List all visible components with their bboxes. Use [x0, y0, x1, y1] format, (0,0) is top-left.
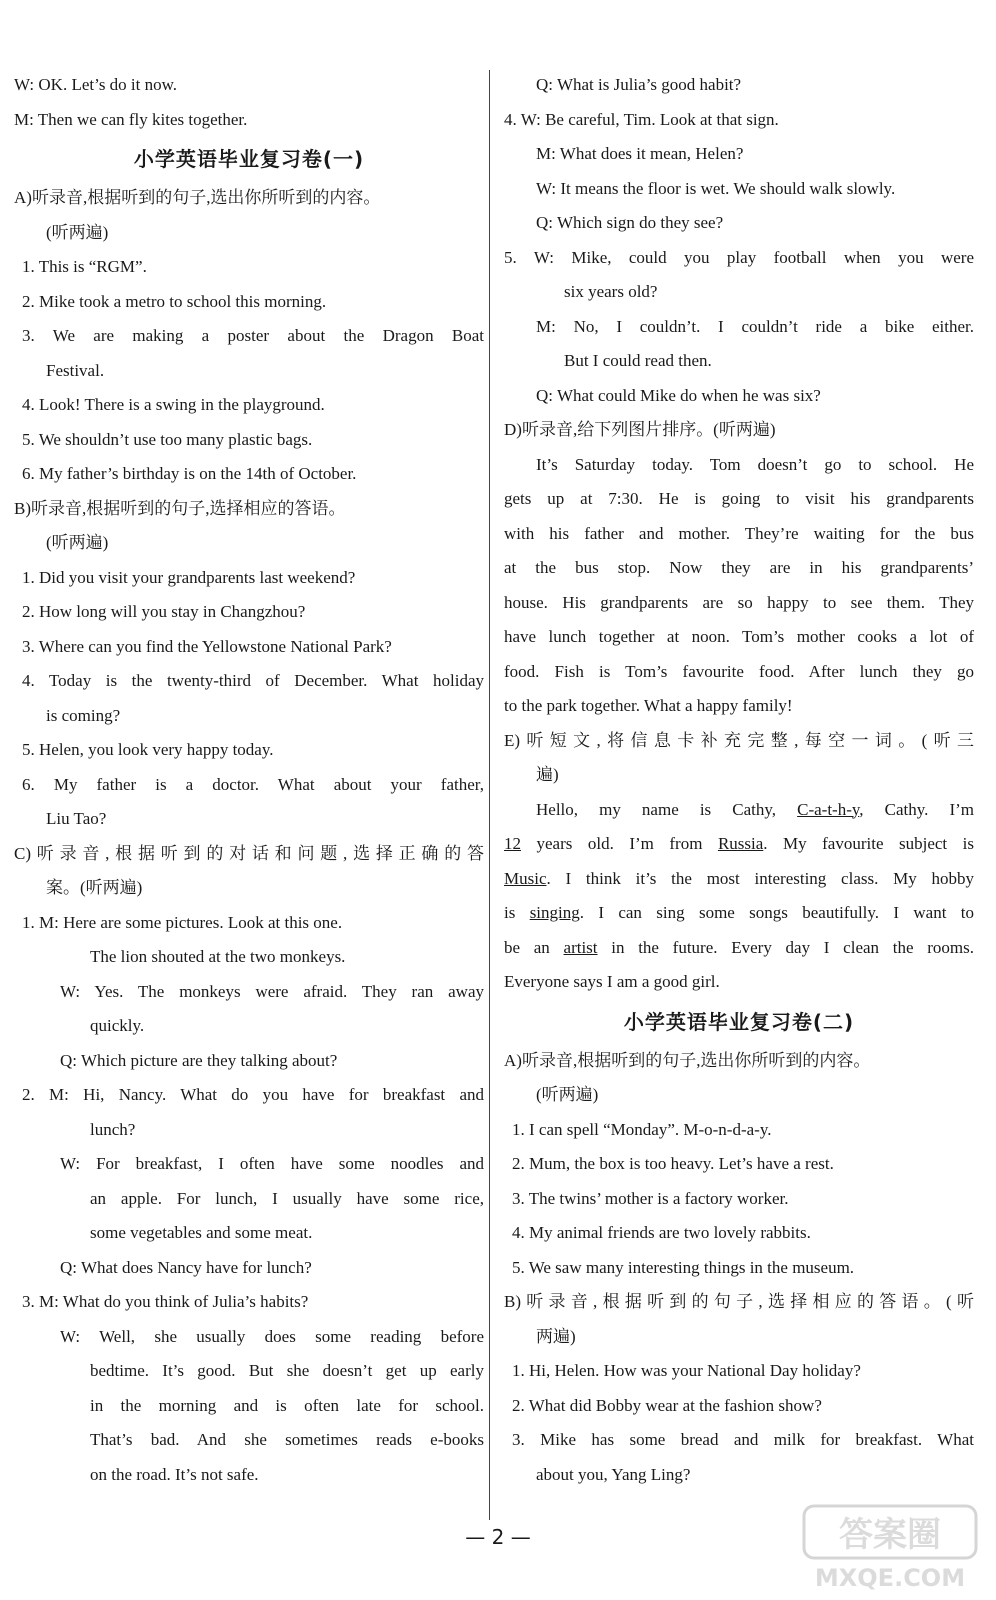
- text-line: is coming?: [46, 705, 121, 725]
- svg-text:答案圈: 答案圈: [839, 1515, 941, 1555]
- text-line: 4. My animal friends are two lovely rabbits.: [512, 1223, 811, 1242]
- text-line: 2. Mum, the box is too heavy. Let’s have a rest.: [512, 1154, 834, 1173]
- text-line: 1. Hi, Helen. How was your National Day holiday?: [512, 1361, 861, 1380]
- section-heading: A)听录音,根据听到的句子,选出你所听到的内容。: [14, 188, 381, 207]
- text-line: 1. M: Here are some pictures. Look at this one.: [22, 912, 343, 932]
- text-line: 5. We saw many interesting things in the museum.: [512, 1257, 855, 1277]
- section-heading: A)听录音,根据听到的句子,选出你所听到的内容。: [504, 1050, 871, 1070]
- left-column: [14, 68, 484, 1492]
- text-line: Q: Which picture are they talking about?: [60, 1050, 338, 1070]
- text-line: Liu Tao?: [46, 809, 107, 828]
- section-heading: B)听录音,根据听到的句子,选择相应的答语。(听: [504, 1292, 974, 1311]
- text-line: 4. W: Be careful, Tim. Look at that sign.: [504, 109, 779, 129]
- text-line: about you, Yang Ling?: [536, 1464, 691, 1484]
- text-line: M: No, I couldn’t. I couldn’t ride a bike either.: [536, 316, 974, 336]
- text-line: some vegetables and some meat.: [90, 1223, 313, 1242]
- text-line: Q: Which sign do they see?: [536, 213, 724, 232]
- text-line: Q: What is Julia’s good habit?: [536, 75, 742, 94]
- text-line: 2. Mike took a metro to school this morning.: [22, 291, 327, 311]
- text-line: six years old?: [564, 282, 658, 301]
- section-heading: B)听录音,根据听到的句子,选择相应的答语。: [14, 498, 346, 518]
- text-line: 2. How long will you stay in Changzhou?: [22, 602, 306, 621]
- text-line: M: Then we can fly kites together.: [14, 109, 248, 129]
- text-line: That’s bad. And she sometimes reads e-books: [90, 1430, 484, 1449]
- text-line: food. Fish is Tom’s favourite food. After lunch they go: [504, 661, 974, 681]
- right-column: [504, 68, 974, 1492]
- text-line: W: Yes. The monkeys were afraid. They ran away: [60, 981, 484, 1001]
- text-line: W: It means the floor is wet. We should walk slowly.: [536, 178, 896, 198]
- section-heading: D)听录音,给下列图片排序。(听两遍): [504, 420, 776, 439]
- text-line: at the bus stop. Now they are in his grandparents’: [504, 558, 974, 577]
- text-line: 4. Look! There is a swing in the playground.: [22, 395, 325, 414]
- watermark-logo-icon: [800, 1500, 980, 1595]
- section-title: 小学英语毕业复习卷(一): [133, 147, 365, 171]
- column-divider: [489, 70, 490, 1520]
- text-line: have lunch together at noon. Tom’s mother cooks a lot of: [504, 627, 974, 646]
- text-line: 1. I can spell “Monday”. M-o-n-d-a-y.: [512, 1119, 772, 1139]
- text-line: The lion shouted at the two monkeys.: [90, 947, 346, 966]
- text-line: is singing. I can sing some songs beautifully. I want to: [504, 903, 974, 922]
- text-line: 2. M: Hi, Nancy. What do you have for breakfast and: [22, 1085, 484, 1104]
- section-title: 小学英语毕业复习卷(二): [623, 1009, 855, 1034]
- text-line: 遍): [536, 765, 559, 784]
- text-line: (听两遍): [536, 1085, 599, 1104]
- text-line: in the morning and is often late for school.: [90, 1395, 484, 1415]
- text-line: gets up at 7:30. He is going to visit his grandparents: [504, 489, 974, 508]
- text-line: on the road. It’s not safe.: [90, 1464, 259, 1484]
- text-line: an apple. For lunch, I usually have some rice,: [90, 1188, 484, 1208]
- text-line: W: Well, she usually does some reading before: [60, 1326, 484, 1346]
- text-line: 5. W: Mike, could you play football when you were: [504, 247, 974, 267]
- section-heading: C)听录音,根据听到的对话和问题,选择正确的答: [14, 843, 484, 863]
- text-line: 4. Today is the twenty-third of December. What holiday: [22, 671, 484, 690]
- text-line: 1. This is “RGM”.: [22, 257, 147, 276]
- text-line: 3. Mike has some bread and milk for breakfast. What: [512, 1430, 974, 1449]
- text-line: W: For breakfast, I often have some noodles and: [60, 1154, 484, 1173]
- text-line: Q: What does Nancy have for lunch?: [60, 1257, 312, 1277]
- text-line: 3. Where can you find the Yellowstone National Park?: [22, 636, 392, 656]
- text-line: 2. What did Bobby wear at the fashion show?: [512, 1395, 822, 1415]
- text-line: But I could read then.: [564, 351, 712, 370]
- text-line: with his father and mother. They’re waiting for the bus: [504, 523, 974, 543]
- svg-text:MXQE.COM: MXQE.COM: [814, 1564, 966, 1592]
- text-line: 案。(听两遍): [46, 878, 143, 897]
- text-line: (听两遍): [46, 533, 109, 552]
- text-line: be an artist in the future. Every day I clean the rooms.: [504, 937, 974, 957]
- page-number: — 2 —: [465, 1525, 531, 1549]
- text-line: Q: What could Mike do when he was six?: [536, 385, 821, 405]
- text-line: 6. My father is a doctor. What about your father,: [22, 774, 484, 794]
- text-line: 12 years old. I’m from Russia. My favourite subject is: [504, 834, 974, 853]
- text-line: W: OK. Let’s do it now.: [14, 75, 178, 94]
- text-line: 6. My father’s birthday is on the 14th of October.: [22, 464, 357, 483]
- text-line: It’s Saturday today. Tom doesn’t go to school. He: [536, 454, 974, 474]
- text-line: 5. Helen, you look very happy today.: [22, 740, 274, 759]
- text-line: 5. We shouldn’t use too many plastic bags.: [22, 429, 313, 449]
- section-heading: E)听短文,将信息卡补充完整,每空一词。(听三: [504, 730, 974, 750]
- text-line: 1. Did you visit your grandparents last weekend?: [22, 567, 356, 587]
- text-line: house. His grandparents are so happy to see them. They: [504, 592, 974, 612]
- text-line: (听两遍): [46, 222, 109, 242]
- text-line: Music. I think it’s the most interesting class. My hobby: [504, 868, 974, 888]
- text-line: 3. We are making a poster about the Dragon Boat: [22, 326, 484, 345]
- text-line: quickly.: [90, 1016, 145, 1035]
- text-line: 3. M: What do you think of Julia’s habits?: [22, 1292, 309, 1311]
- text-line: to the park together. What a happy family!: [504, 696, 793, 715]
- text-line: Hello, my name is Cathy, C-a-t-h-y, Cathy. I’m: [536, 799, 974, 819]
- text-line: Festival.: [46, 360, 105, 380]
- text-line: 3. The twins’ mother is a factory worker.: [512, 1188, 789, 1208]
- text-line: bedtime. It’s good. But she doesn’t get up early: [90, 1361, 484, 1380]
- text-line: M: What does it mean, Helen?: [536, 144, 744, 163]
- text-line: lunch?: [90, 1119, 136, 1139]
- text-line: 两遍): [536, 1326, 576, 1346]
- text-line: Everyone says I am a good girl.: [504, 972, 720, 991]
